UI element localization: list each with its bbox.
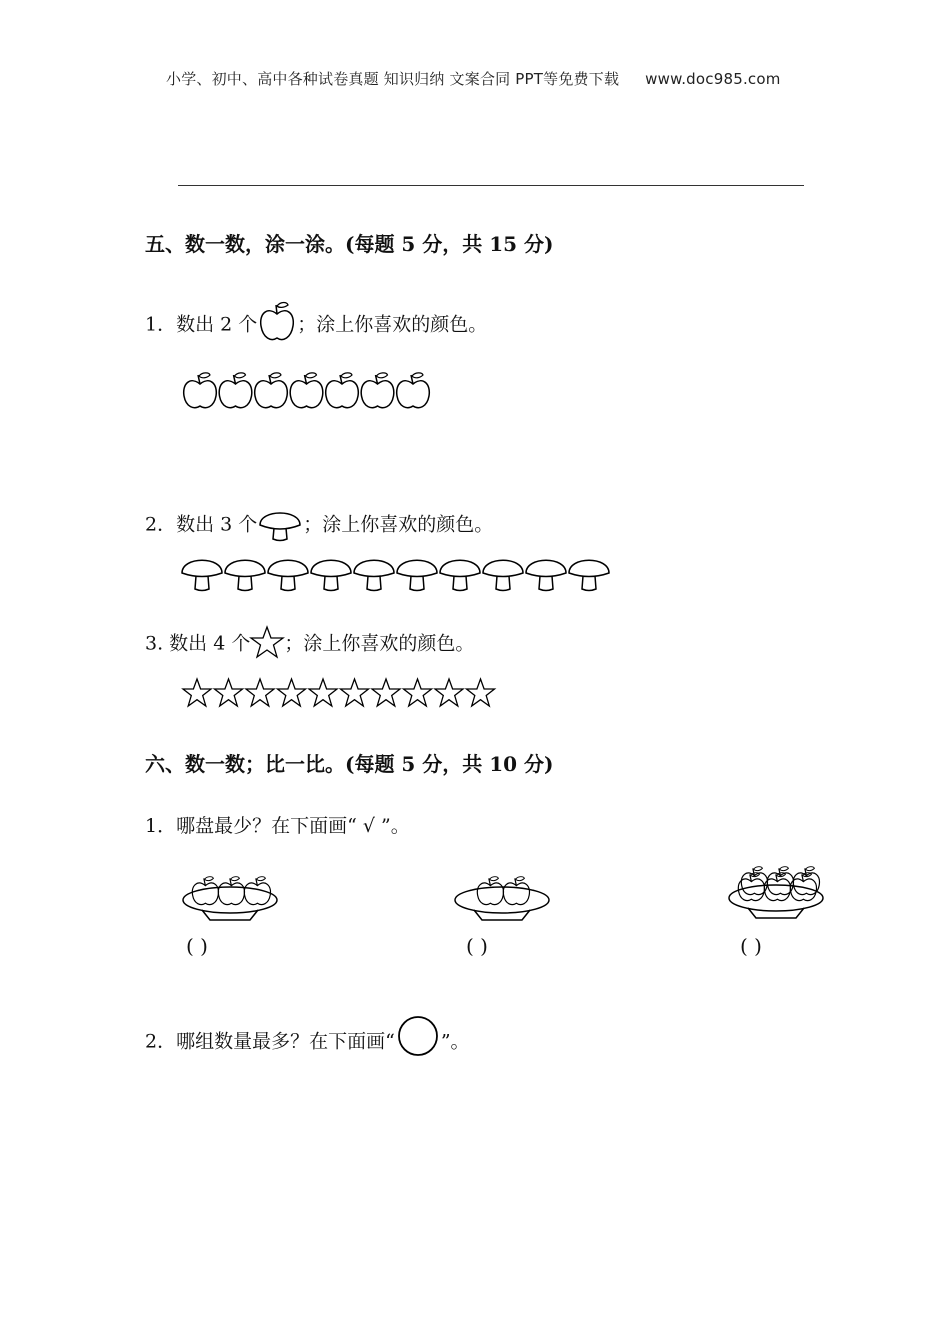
star-icon	[372, 679, 400, 706]
star-icon	[341, 679, 369, 706]
plate-group-1	[180, 868, 280, 928]
header-text: 小学、初中、高中各种试卷真题 知识归纳 文案合同 PPT等免费下载	[166, 70, 620, 88]
mushroom-icon	[311, 560, 351, 590]
section5-q3	[145, 626, 474, 663]
apple-icon	[219, 373, 252, 408]
q6-2-suffix: ”。	[440, 1030, 470, 1053]
mushroom-icon	[268, 560, 308, 590]
plate-group-2	[452, 868, 552, 928]
apple-icon	[184, 373, 217, 408]
q1-prefix: 1．数出 2 个	[145, 313, 258, 336]
header-divider	[178, 185, 804, 186]
mushroom-icon	[225, 560, 265, 590]
q3-suffix: ；涂上你喜欢的颜色。	[284, 632, 475, 655]
mushroom-row	[180, 553, 620, 595]
apple-icon	[397, 373, 430, 408]
mushroom-icon	[354, 560, 394, 590]
answer-paren-2[interactable]: ( )	[466, 934, 488, 958]
mushroom-icon	[182, 560, 222, 590]
site-header	[166, 68, 781, 89]
header-url: www.doc985.com	[645, 70, 781, 88]
mushroom-icon	[569, 560, 609, 590]
star-icon	[250, 626, 284, 663]
star-row	[182, 677, 512, 709]
plate-rim	[183, 887, 277, 913]
mushroom-icon	[397, 560, 437, 590]
section5-q2	[145, 503, 493, 548]
q3-prefix: 3. 数出 4 个	[145, 632, 251, 655]
plate-group-3	[726, 866, 826, 928]
star-icon	[215, 679, 243, 706]
answer-paren-3[interactable]: ( )	[740, 934, 762, 958]
apple-icon	[257, 300, 297, 351]
star-icon	[309, 679, 337, 706]
star-icon	[246, 679, 274, 706]
apple-icon	[361, 373, 394, 408]
apple-icon	[244, 877, 270, 905]
star-icon	[278, 679, 306, 706]
section5-title: 五、数一数，涂一涂。(每题 5 分，共 15 分)	[145, 232, 554, 256]
apple-icon	[218, 877, 244, 905]
q1-suffix: ；涂上你喜欢的颜色。	[297, 313, 488, 336]
star-icon	[435, 679, 463, 706]
q2-prefix: 2．数出 3 个	[145, 513, 258, 536]
apple-icon	[767, 867, 793, 895]
plate-rim	[729, 885, 823, 911]
q2-suffix: ；涂上你喜欢的颜色。	[303, 513, 494, 536]
section5-q1	[145, 300, 487, 351]
mushroom-icon	[526, 560, 566, 590]
mushroom-icon	[440, 560, 480, 590]
apple-icon	[290, 373, 323, 408]
star-icon	[467, 679, 495, 706]
circle-icon	[395, 1018, 441, 1067]
mushroom-icon	[257, 503, 303, 548]
apple-icon	[255, 373, 288, 408]
section6-title: 六、数一数；比一比。(每题 5 分，共 10 分)	[145, 752, 554, 776]
apple-icon	[741, 867, 767, 895]
section6-q2	[145, 1018, 470, 1067]
answer-paren-1[interactable]: ( )	[186, 934, 208, 958]
star-icon	[404, 679, 432, 706]
section6-q1: 1．哪盘最少？在下面画“ √ ”。	[145, 815, 410, 837]
mushroom-icon	[483, 560, 523, 590]
apple-icon	[326, 373, 359, 408]
apple-row	[182, 370, 442, 416]
apple-icon	[503, 877, 529, 905]
star-icon	[183, 679, 211, 706]
apple-icon	[477, 877, 503, 905]
q6-2-prefix: 2．哪组数量最多？在下面画“	[145, 1030, 395, 1053]
